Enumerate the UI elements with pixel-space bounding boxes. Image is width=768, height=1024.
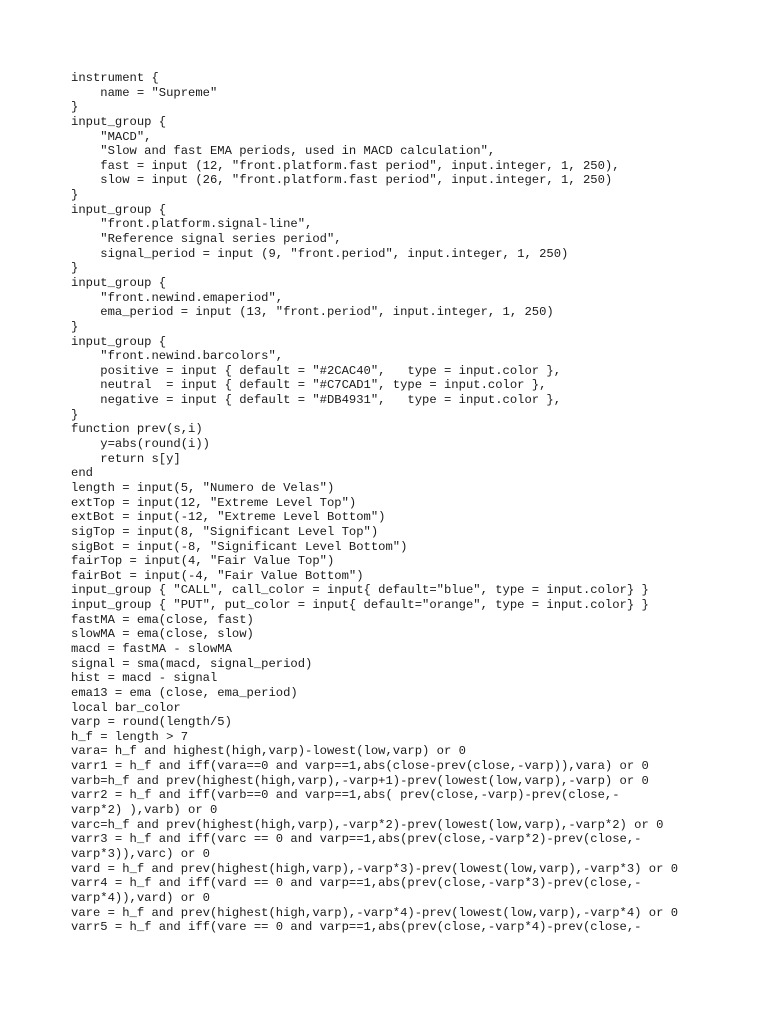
code-line: sigTop = input(8, "Significant Level Top") [71, 524, 379, 539]
code-line: "MACD", [71, 129, 152, 144]
code-line: positive = input { default = "#2CAC40", type = input.color }, [71, 363, 562, 378]
code-line: fast = input (12, "front.platform.fast period", input.integer, 1, 250), [71, 158, 620, 173]
code-line: varr2 = h_f and iff(varb==0 and varp==1,abs( prev(close,-varp)-prev(close,- [71, 788, 620, 803]
code-line: varr5 = h_f and iff(vare == 0 and varp==1,abs(prev(close,-varp*4)-prev(close,- [71, 920, 642, 935]
code-line: "Slow and fast EMA periods, used in MACD calculation", [71, 144, 496, 159]
code-line: ema13 = ema (close, ema_period) [71, 685, 298, 700]
code-line: varr3 = h_f and iff(varc == 0 and varp==1,abs(prev(close,-varp*2)-prev(close,- [71, 832, 642, 847]
code-line: varp*3)),varc) or 0 [71, 846, 210, 861]
code-line: ema_period = input (13, "front.period", input.integer, 1, 250) [71, 305, 554, 320]
code-line: sigBot = input(-8, "Significant Level Bottom") [71, 539, 408, 554]
code-line: h_f = length > 7 [71, 729, 189, 744]
code-line: } [71, 261, 79, 276]
code-line: hist = macd - signal [71, 671, 218, 686]
code-line: instrument { [71, 71, 159, 85]
code-line: signal_period = input (9, "front.period", input.integer, 1, 250) [71, 246, 569, 261]
code-line: vare = h_f and prev(highest(high,varp),-varp*4)-prev(lowest(low,varp),-varp*4) or 0 [71, 905, 679, 920]
code-line: fairTop = input(4, "Fair Value Top") [71, 554, 335, 569]
code-line: varr1 = h_f and iff(vara==0 and varp==1,abs(close-prev(close,-varp)),vara) or 0 [71, 759, 649, 774]
code-line: varp = round(length/5) [71, 715, 232, 730]
code-line: extBot = input(-12, "Extreme Level Bottom") [71, 510, 386, 525]
code-line: varp*4)),vard) or 0 [71, 890, 210, 905]
code-line: end [71, 466, 93, 481]
code-line: fastMA = ema(close, fast) [71, 612, 254, 627]
code-line: fairBot = input(-4, "Fair Value Bottom") [71, 568, 364, 583]
code-line: "front.platform.signal-line", [71, 217, 313, 232]
code-line: name = "Supreme" [71, 85, 218, 100]
code-line: varp*2) ),varb) or 0 [71, 803, 218, 818]
code-line: vara= h_f and highest(high,varp)-lowest(low,varp) or 0 [71, 744, 466, 759]
code-line: neutral = input { default = "#C7CAD1", type = input.color }, [71, 378, 547, 393]
code-line: input_group { [71, 275, 167, 290]
code-line: slowMA = ema(close, slow) [71, 627, 254, 642]
code-line: local bar_color [71, 700, 181, 715]
code-line: function prev(s,i) [71, 422, 203, 437]
code-line: input_group { [71, 114, 167, 129]
code-line: varc=h_f and prev(highest(high,varp),-varp*2)-prev(lowest(low,varp),-varp*2) or 0 [71, 817, 664, 832]
code-line: input_group { [71, 202, 167, 217]
code-line: "front.newind.emaperiod", [71, 290, 284, 305]
code-listing [71, 71, 678, 935]
code-line: extTop = input(12, "Extreme Level Top") [71, 495, 357, 510]
code-line: "Reference signal series period", [71, 232, 342, 247]
code-line: macd = fastMA - slowMA [71, 641, 232, 656]
code-line: input_group { [71, 334, 167, 349]
code-line: } [71, 407, 79, 422]
code-line: } [71, 188, 79, 203]
code-line: negative = input { default = "#DB4931", type = input.color }, [71, 393, 562, 408]
code-line: return s[y] [71, 451, 181, 466]
code-line: y=abs(round(i)) [71, 437, 210, 452]
code-line: signal = sma(macd, signal_period) [71, 656, 313, 671]
code-line: input_group { "PUT", put_color = input{ default="orange", type = input.color} } [71, 598, 649, 613]
code-line: varr4 = h_f and iff(vard == 0 and varp==1,abs(prev(close,-varp*3)-prev(close,- [71, 876, 642, 891]
code-line: "front.newind.barcolors", [71, 349, 284, 364]
code-line: input_group { "CALL", call_color = input{ default="blue", type = input.color} } [71, 583, 649, 598]
code-line: varb=h_f and prev(highest(high,varp),-varp+1)-prev(lowest(low,varp),-varp) or 0 [71, 773, 649, 788]
code-line: slow = input (26, "front.platform.fast period", input.integer, 1, 250) [71, 173, 613, 188]
code-line: } [71, 100, 79, 115]
code-line: length = input(5, "Numero de Velas") [71, 480, 335, 495]
code-line: } [71, 319, 79, 334]
code-line: vard = h_f and prev(highest(high,varp),-varp*3)-prev(lowest(low,varp),-varp*3) or 0 [71, 861, 679, 876]
